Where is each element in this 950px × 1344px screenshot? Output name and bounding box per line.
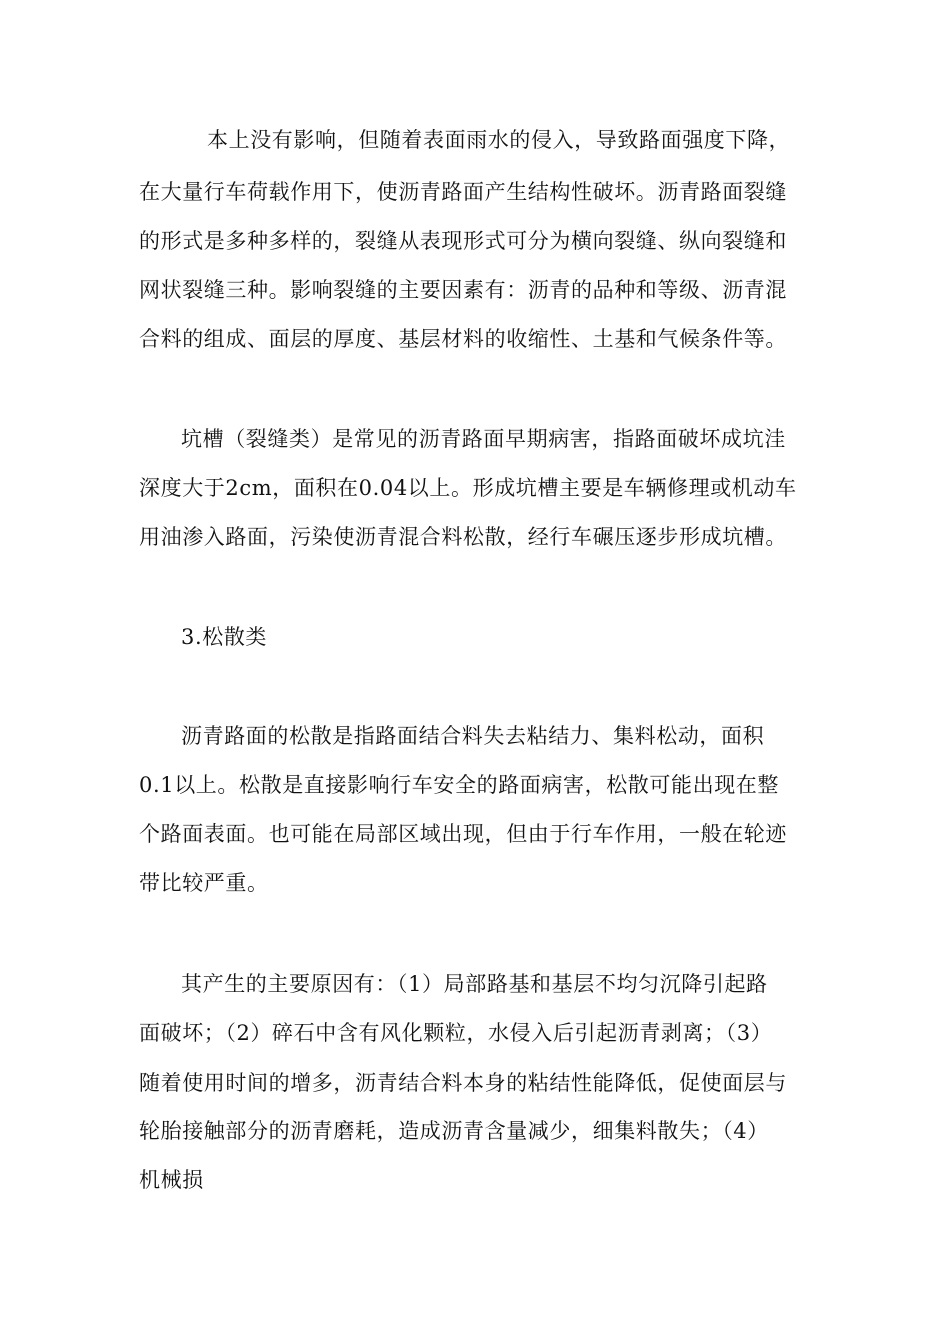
text-line: 0.1以上。松散是直接影响行车安全的路面病害，松散可能出现在整	[139, 773, 779, 797]
text-line: 轮胎接触部分的沥青磨耗，造成沥青含量减少，细集料散失；（4）	[139, 1119, 769, 1143]
text-line: 深度大于2cm，面积在0.04以上。形成坑槽主要是车辆修理或机动车	[139, 476, 797, 500]
text-line: 带比较严重。	[139, 871, 269, 895]
text-line: 的形式是多种多样的，裂缝从表现形式可分为横向裂缝、纵向裂缝和	[139, 229, 787, 253]
heading-text: 3.松散类	[181, 625, 268, 649]
text-line: 沥青路面的松散是指路面结合料失去粘结力、集料松动，面积	[181, 724, 765, 748]
text-line: 用油渗入路面，污染使沥青混合料松散，经行车碾压逐步形成坑槽。	[139, 525, 787, 549]
text-line: 本上没有影响，但随着表面雨水的侵入，导致路面强度下降，	[207, 128, 791, 152]
text-line: 个路面表面。也可能在局部区域出现，但由于行车作用，一般在轮迹	[139, 822, 787, 846]
text-line: 合料的组成、面层的厚度、基层材料的收缩性、土基和气候条件等。	[139, 327, 787, 351]
text-line: 其产生的主要原因有：（1）局部路基和基层不均匀沉降引起路	[181, 972, 768, 996]
text-line: 网状裂缝三种。影响裂缝的主要因素有：沥青的品种和等级、沥青混	[139, 278, 787, 302]
text-line: 机械损	[139, 1168, 204, 1192]
text-line: 在大量行车荷载作用下，使沥青路面产生结构性破坏。沥青路面裂缝	[139, 180, 787, 204]
text-line: 面破坏；（2）碎石中含有风化颗粒，水侵入后引起沥青剥离；（3）	[139, 1021, 773, 1045]
text-line: 随着使用时间的增多，沥青结合料本身的粘结性能降低，促使面层与	[139, 1071, 787, 1095]
text-line: 坑槽（裂缝类）是常见的沥青路面早期病害，指路面破坏成坑洼	[181, 427, 786, 451]
